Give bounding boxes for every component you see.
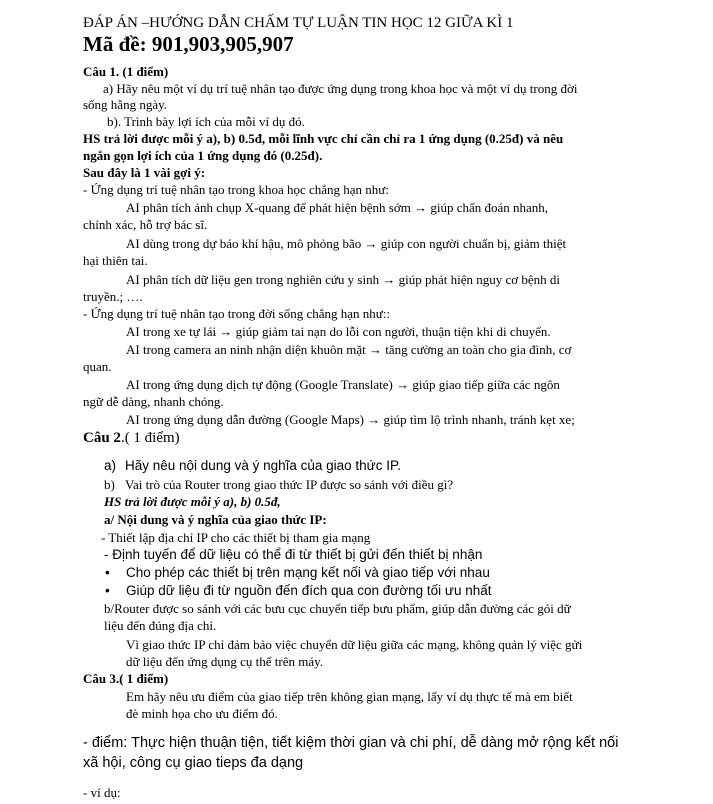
q2-bullet-1: Cho phép các thiết bị trên mạng kết nối và giao tiếp với nhau — [126, 565, 490, 580]
q1-heading: Câu 1. (1 điểm) — [83, 64, 169, 79]
q3-question-line1: Em hãy nêu ưu điểm của giao tiếp trên không gian mạng, lấy ví dụ thực tế mà em biết — [126, 689, 573, 704]
q1-life-item-2-line1: AI trong camera an ninh nhận diện khuôn mặt → tăng cường an toàn cho gia đình, cơ — [126, 342, 572, 357]
q1-life-item-2-line2: quan. — [83, 359, 112, 374]
q2-heading — [83, 430, 180, 446]
q1-life-item-3-line1: AI trong ứng dụng dịch tự động (Google Translate) → giúp giao tiếp giữa các ngôn — [126, 377, 560, 392]
q1-science-item-3-line2: truyền.; …. — [83, 289, 143, 304]
q3-example-label: - ví dụ: — [83, 785, 121, 800]
q3-answer-line1: - điểm: Thực hiện thuận tiện, tiết kiệm thời gian và chi phí, dễ dàng mở rộng kết nối — [83, 735, 619, 751]
q1-a-line2: sống hằng ngày. — [83, 97, 168, 112]
q1-scoring-line1: HS trả lời được mỗi ý a), b) 0.5đ, mỗi lĩnh vực chỉ cần chỉ ra 1 ứng dụng (0.25đ) và nêu — [83, 131, 564, 146]
q1-life-intro: - Ứng dụng trí tuệ nhân tạo trong đời sống chẳng hạn như:: — [83, 306, 391, 321]
document-title: ĐÁP ÁN –HƯỚNG DẪN CHẤM TỰ LUẬN TIN HỌC 12 GIỮA KÌ 1 — [83, 15, 514, 31]
q1-life-item-4: AI trong ứng dụng dẫn đường (Google Maps) → giúp tìm lộ trình nhanh, tránh kẹt xe; — [126, 412, 575, 427]
q1-life-item-1: AI trong xe tự lái → giúp giảm tai nạn do lỗi con người, thuận tiện khi di chuyển. — [126, 324, 551, 339]
q2-heading-label: Câu 2 — [83, 430, 121, 446]
q2-b-answer-line2: liệu đến đúng địa chỉ. — [104, 618, 217, 633]
q2-b-answer-line1: b/Router được so sánh với các bưu cục chuyển tiếp bưu phẩm, giúp dẫn đường các gói dữ — [104, 601, 571, 616]
q2-a-label: a) — [104, 458, 117, 473]
q1-life-item-3-line2: ngữ dễ dàng, nhanh chóng. — [83, 394, 224, 409]
q1-science-item-3-line1: AI phân tích dữ liệu gen trong nghiên cứu y sinh → giúp phát hiện nguy cơ bệnh di — [126, 272, 561, 287]
bullet-icon: • — [105, 583, 110, 598]
exam-code: Mã đề: 901,903,905,907 — [83, 32, 294, 56]
bullet-icon: • — [105, 565, 110, 580]
q1-suggest-heading: Sau đây là 1 vài gợi ý: — [83, 165, 206, 180]
q2-note-line1: Vì giao thức IP chỉ đảm bảo việc chuyển dữ liệu giữa các mạng, không quản lý việc gửi — [126, 637, 583, 652]
q1-science-item-1-line2: chính xác, hỗ trợ bác sĩ. — [83, 217, 208, 232]
q2-b-question: Vai trò của Router trong giao thức IP được so sánh với điều gì? — [125, 477, 454, 492]
q2-heading-points: .( 1 điểm) — [120, 430, 180, 446]
q3-heading: Câu 3.( 1 điểm) — [83, 671, 169, 686]
q1-science-item-2-line2: hại thiên tai. — [83, 253, 148, 268]
q1-science-item-2-line1: AI dùng trong dự báo khí hậu, mô phỏng bão → giúp con người chuẩn bị, giảm thiệt — [126, 236, 567, 251]
q2-b-label: b) — [104, 477, 115, 492]
q2-note-line2: dữ liệu đến ứng dụng cụ thể trên máy. — [126, 654, 324, 669]
q1-scoring-line2: ngắn gọn lợi ích của 1 ứng dụng đó (0.25đ). — [83, 148, 323, 163]
q2-content-1: - Thiết lập địa chỉ IP cho các thiết bị tham gia mạng — [101, 530, 371, 545]
q2-a-answer-heading: a/ Nội dung và ý nghĩa của giao thức IP: — [104, 512, 327, 527]
q1-b-line: b). Trình bày lợi ích của mỗi ví dụ đó. — [107, 114, 305, 129]
q2-bullet-2: Giúp dữ liệu đi từ nguồn đến đích qua con đường tối ưu nhất — [126, 583, 492, 598]
q3-question-line2: đè minh họa cho ưu điểm đó. — [126, 706, 278, 721]
q2-scoring: HS trả lời được mỗi ý a), b) 0.5đ, — [104, 494, 281, 509]
q1-a-line1: a) Hãy nêu một ví dụ trí tuệ nhân tạo được ứng dụng trong khoa học và một ví dụ trong đời — [103, 81, 578, 96]
q2-content-2: - Định tuyến để dữ liệu có thể đi từ thiết bị gửi đến thiết bị nhận — [104, 547, 483, 562]
q1-science-intro: - Ứng dụng trí tuệ nhân tạo trong khoa học chẳng hạn như: — [83, 182, 389, 197]
q2-a-question: Hãy nêu nội dung và ý nghĩa của giao thức IP. — [125, 458, 401, 473]
q1-science-item-1-line1: AI phân tích ảnh chụp X-quang để phát hiện bệnh sớm → giúp chẩn đoán nhanh, — [126, 200, 549, 215]
q3-answer-line2: xã hội, công cụ giao tieps đa dạng — [83, 755, 304, 771]
